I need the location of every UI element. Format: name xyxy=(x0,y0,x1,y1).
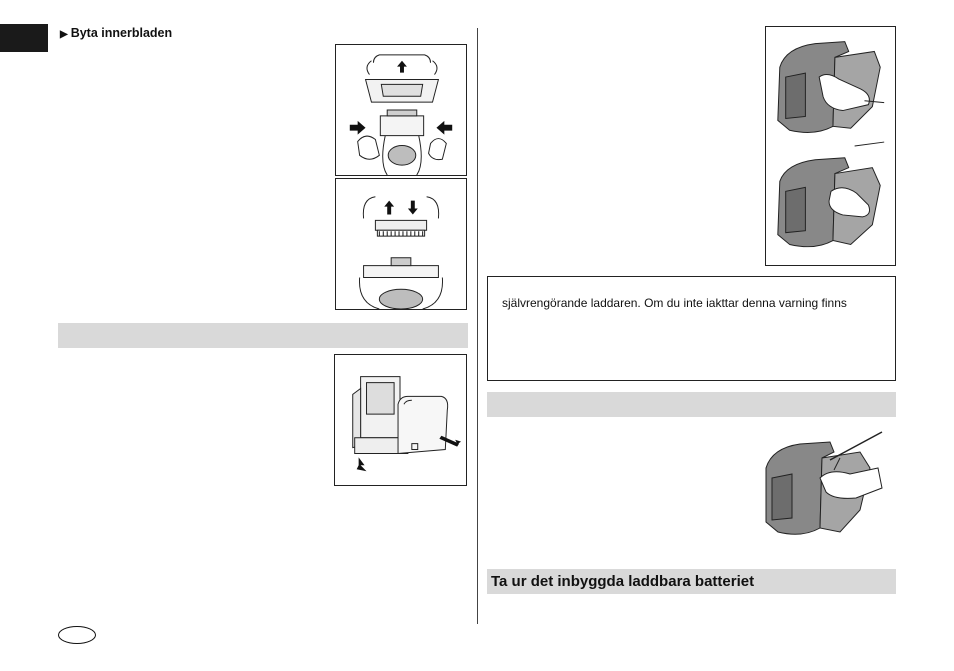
warning-text: självrengörande laddaren. Om du inte iakttar denna varning finns xyxy=(502,296,847,310)
illustration-remove-cartridge xyxy=(335,355,466,485)
section-bar-left xyxy=(58,323,468,348)
section-title-remove-battery: Ta ur det inbyggda laddbara batteriet xyxy=(487,569,896,594)
language-tab xyxy=(0,24,48,52)
warning-box xyxy=(487,276,896,381)
figure-clean-with-brush xyxy=(760,428,886,548)
figure-cleaning-station xyxy=(765,26,896,266)
illustration-remove-outer-frame xyxy=(336,45,466,175)
section-heading-replace-inner-blades xyxy=(60,26,172,40)
language-code-oval xyxy=(58,626,96,644)
section-heading-text: Byta innerbladen xyxy=(70,26,173,40)
figure-remove-cartridge xyxy=(334,354,467,486)
section-bar-right xyxy=(487,392,896,417)
illustration-clean-with-brush xyxy=(760,428,886,548)
illustration-replace-inner-blade xyxy=(336,179,466,309)
figure-remove-outer-frame xyxy=(335,44,467,176)
column-divider xyxy=(477,28,478,624)
illustration-cleaning-station xyxy=(766,27,895,265)
figure-replace-inner-blade xyxy=(335,178,467,310)
play-triangle-icon: ▶ xyxy=(60,29,68,40)
